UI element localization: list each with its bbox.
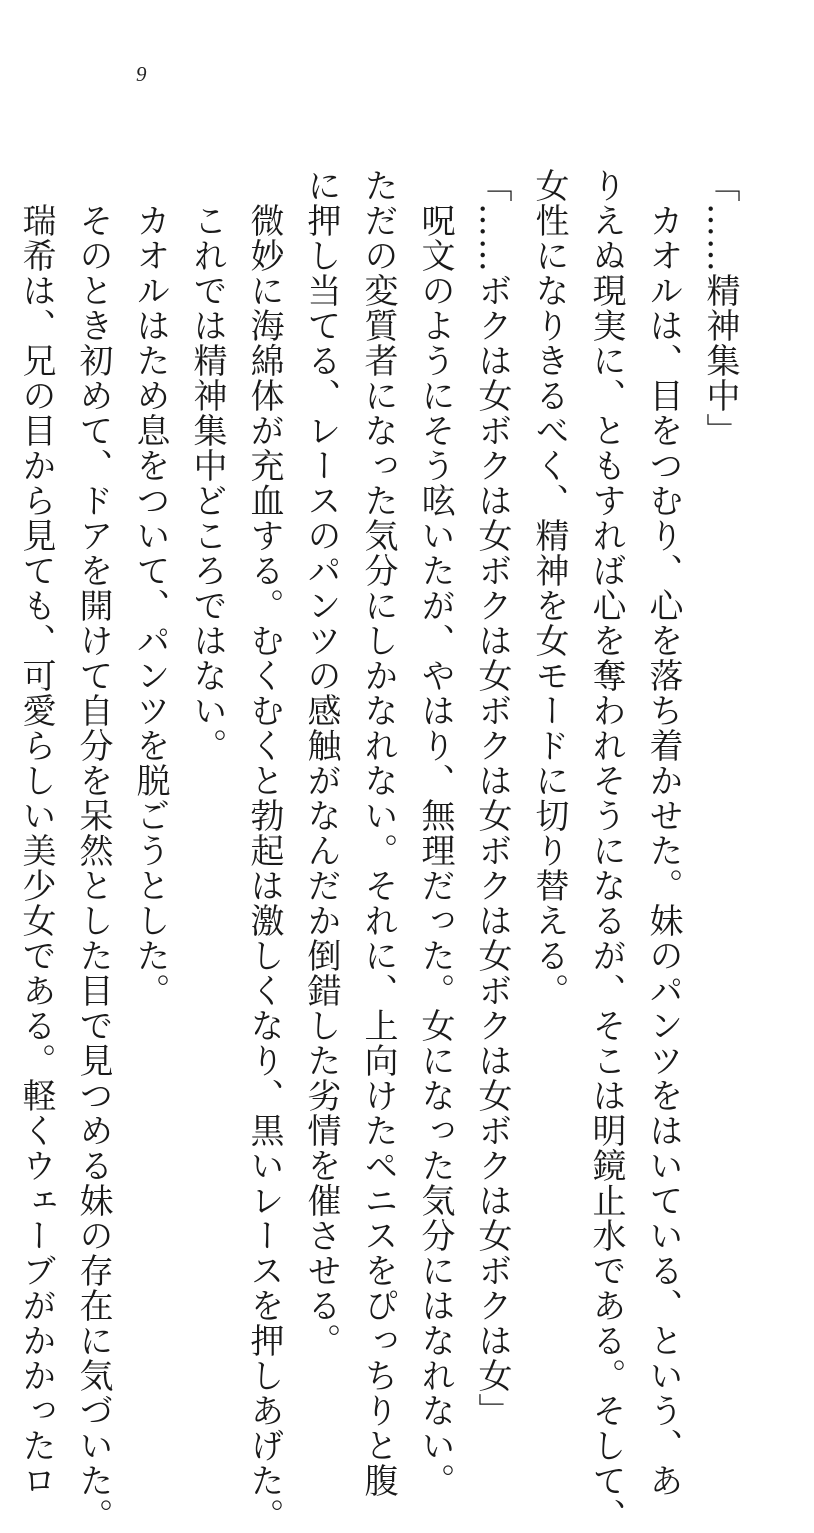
- text-line: 「……ボクは女ボクは女ボクは女ボクは女ボクは女ボクは女ボクは女ボクは女」: [472, 168, 512, 1428]
- page-number: 9: [136, 62, 147, 86]
- text-line: 「……精神集中」: [700, 168, 740, 448]
- text-line: 瑞希は、兄の目から見ても、可愛らしい美少女である。軽くウェーブがかかったロ: [16, 168, 56, 1498]
- text-line: そのとき初めて、ドアを開けて自分を呆然とした目で見つめる妹の存在に気づいた。: [73, 168, 113, 1533]
- text-line: 呪文のようにそう呟いたが、やはり、無理だった。女になった気分にはなれない。: [415, 168, 455, 1498]
- text-line: 女性になりきるべく、精神を女モードに切り替える。: [529, 168, 569, 1008]
- text-line: りえぬ現実に、ともすれば心を奪われそうになるが、そこは明鏡止水である。そして、: [586, 168, 626, 1533]
- text-line: ただの変質者になった気分にしかなれない。それに、上向けたペニスをぴっちりと腹: [358, 168, 398, 1498]
- novel-text-body: [16, 168, 748, 1533]
- text-line: [0, 168, 7, 1128]
- text-line: に押し当てる、レースのパンツの感触がなんだか倒錯した劣情を催させる。: [301, 168, 341, 1358]
- text-line: これでは精神集中どころではない。: [187, 168, 227, 763]
- text-line: 微妙に海綿体が充血する。むくむくと勃起は激しくなり、黒いレースを押しあげた。: [244, 168, 284, 1533]
- text-line: カオルはため息をついて、パンツを脱ごうとした。: [130, 168, 170, 1008]
- text-line: カオルは、目をつむり、心を落ち着かせた。妹のパンツをはいている、という、あ: [643, 168, 683, 1498]
